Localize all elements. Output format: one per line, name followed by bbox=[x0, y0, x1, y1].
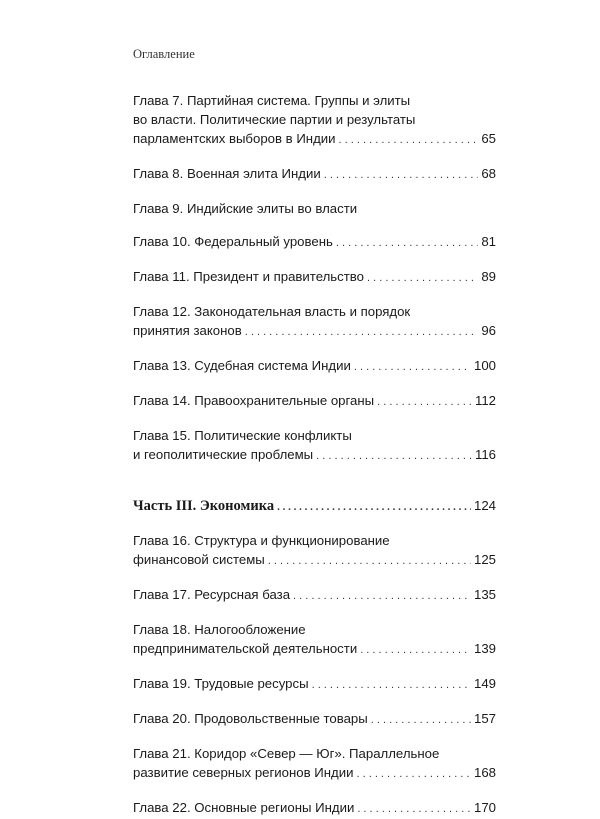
toc-entry-title: предпринимательской деятельности bbox=[133, 641, 358, 656]
page-number: 125 bbox=[473, 552, 496, 567]
dot-leader bbox=[339, 131, 479, 150]
dot-leader bbox=[377, 393, 472, 412]
dot-leader bbox=[367, 269, 478, 288]
toc-entry-title: Глава 17. Ресурсная база bbox=[133, 587, 291, 602]
toc-entry-row bbox=[133, 391, 496, 412]
toc-entry-title-line: Глава 21. Коридор «Север — Юг». Параллельное bbox=[133, 746, 440, 761]
toc-entry bbox=[133, 356, 496, 377]
toc-entry-title: Глава 13. Судебная система Индии bbox=[133, 358, 351, 373]
toc-entry-row bbox=[133, 199, 496, 218]
dot-leader bbox=[293, 587, 471, 606]
toc-entry-title: финансовой системы bbox=[133, 552, 265, 567]
page-number: 124 bbox=[473, 498, 496, 513]
toc-entry-title-line: Глава 15. Политические конфликты bbox=[133, 428, 352, 443]
toc-entry-title-line: Глава 16. Структура и функционирование bbox=[133, 533, 390, 548]
dot-leader bbox=[316, 447, 472, 466]
page-number: 89 bbox=[481, 269, 496, 284]
toc-entry-title: Глава 20. Продовольственные товары bbox=[133, 711, 368, 726]
page-number: 139 bbox=[473, 641, 496, 656]
page-number: 81 bbox=[481, 234, 496, 249]
dot-leader bbox=[356, 765, 471, 784]
toc-entry bbox=[133, 91, 496, 150]
dot-leader bbox=[312, 676, 471, 695]
toc-entry-title-line: Глава 18. Налогообложение bbox=[133, 622, 306, 637]
toc-part-entry bbox=[133, 496, 496, 517]
page-number: 96 bbox=[481, 323, 496, 338]
toc-entry-title: парламентских выборов в Индии bbox=[133, 131, 336, 146]
table-of-contents bbox=[133, 91, 496, 819]
page-number: 112 bbox=[474, 393, 496, 408]
toc-entry bbox=[133, 674, 496, 695]
page-number: 157 bbox=[473, 711, 496, 726]
toc-entry-row bbox=[133, 709, 496, 730]
toc-entry-row bbox=[133, 267, 496, 288]
toc-entry-title: развитие северных регионов Индии bbox=[133, 765, 354, 780]
page-number: 65 bbox=[481, 131, 496, 146]
page-number: 100 bbox=[473, 358, 496, 373]
toc-entry-title: и геополитические проблемы bbox=[133, 447, 314, 462]
toc-entry-row bbox=[133, 674, 496, 695]
dot-leader bbox=[360, 641, 471, 660]
toc-entry-title: Глава 22. Основные регионы Индии bbox=[133, 800, 355, 815]
page-number: 68 bbox=[481, 166, 496, 181]
toc-entry-row bbox=[133, 356, 496, 377]
dot-leader bbox=[277, 497, 471, 517]
toc-entry bbox=[133, 199, 496, 218]
page-number: 149 bbox=[473, 676, 496, 691]
toc-entry-title-line: во власти. Политические партии и результаты bbox=[133, 112, 416, 127]
dot-leader bbox=[357, 800, 471, 819]
toc-entry-title: Глава 19. Трудовые ресурсы bbox=[133, 676, 309, 691]
toc-entry-row bbox=[133, 763, 496, 784]
dot-leader bbox=[354, 358, 471, 377]
page-number: 135 bbox=[473, 587, 496, 602]
toc-entry bbox=[133, 426, 496, 466]
dot-leader bbox=[324, 166, 479, 185]
toc-entry bbox=[133, 164, 496, 185]
toc-entry-row bbox=[133, 798, 496, 819]
dot-leader bbox=[268, 552, 471, 571]
dot-leader bbox=[245, 323, 479, 342]
toc-entry bbox=[133, 620, 496, 660]
toc-entry-row bbox=[133, 585, 496, 606]
toc-entry-title: принятия законов bbox=[133, 323, 242, 338]
toc-entry-row bbox=[133, 129, 496, 150]
toc-entry bbox=[133, 585, 496, 606]
toc-entry-title: Глава 9. Индийские элиты во власти bbox=[133, 201, 358, 216]
toc-entry-row bbox=[133, 496, 496, 517]
toc-entry bbox=[133, 798, 496, 819]
toc-entry bbox=[133, 232, 496, 253]
toc-entry bbox=[133, 302, 496, 342]
dot-leader bbox=[336, 234, 478, 253]
toc-entry-row bbox=[133, 164, 496, 185]
page-number: 168 bbox=[473, 765, 496, 780]
toc-entry-row bbox=[133, 445, 496, 466]
toc-entry bbox=[133, 709, 496, 730]
toc-entry-title: Глава 10. Федеральный уровень bbox=[133, 234, 333, 249]
toc-entry-title-line: Глава 12. Законодательная власть и порядок bbox=[133, 304, 411, 319]
toc-part-title: Часть III. Экономика bbox=[133, 498, 275, 514]
toc-entry-row bbox=[133, 550, 496, 571]
toc-entry bbox=[133, 267, 496, 288]
toc-entry bbox=[133, 531, 496, 571]
toc-entry bbox=[133, 744, 496, 784]
page-header: Оглавление bbox=[133, 47, 195, 61]
toc-entry-title: Глава 11. Президент и правительство bbox=[133, 269, 364, 284]
toc-entry-title: Глава 8. Военная элита Индии bbox=[133, 166, 321, 181]
toc-entry-row bbox=[133, 639, 496, 660]
toc-entry-row bbox=[133, 321, 496, 342]
dot-leader bbox=[371, 711, 471, 730]
toc-entry-title: Глава 14. Правоохранительные органы bbox=[133, 393, 375, 408]
page-number: 116 bbox=[474, 447, 496, 462]
page-number: 170 bbox=[473, 800, 496, 815]
toc-entry-title-line: Глава 7. Партийная система. Группы и элиты bbox=[133, 93, 411, 108]
toc-entry-row bbox=[133, 232, 496, 253]
toc-entry bbox=[133, 391, 496, 412]
